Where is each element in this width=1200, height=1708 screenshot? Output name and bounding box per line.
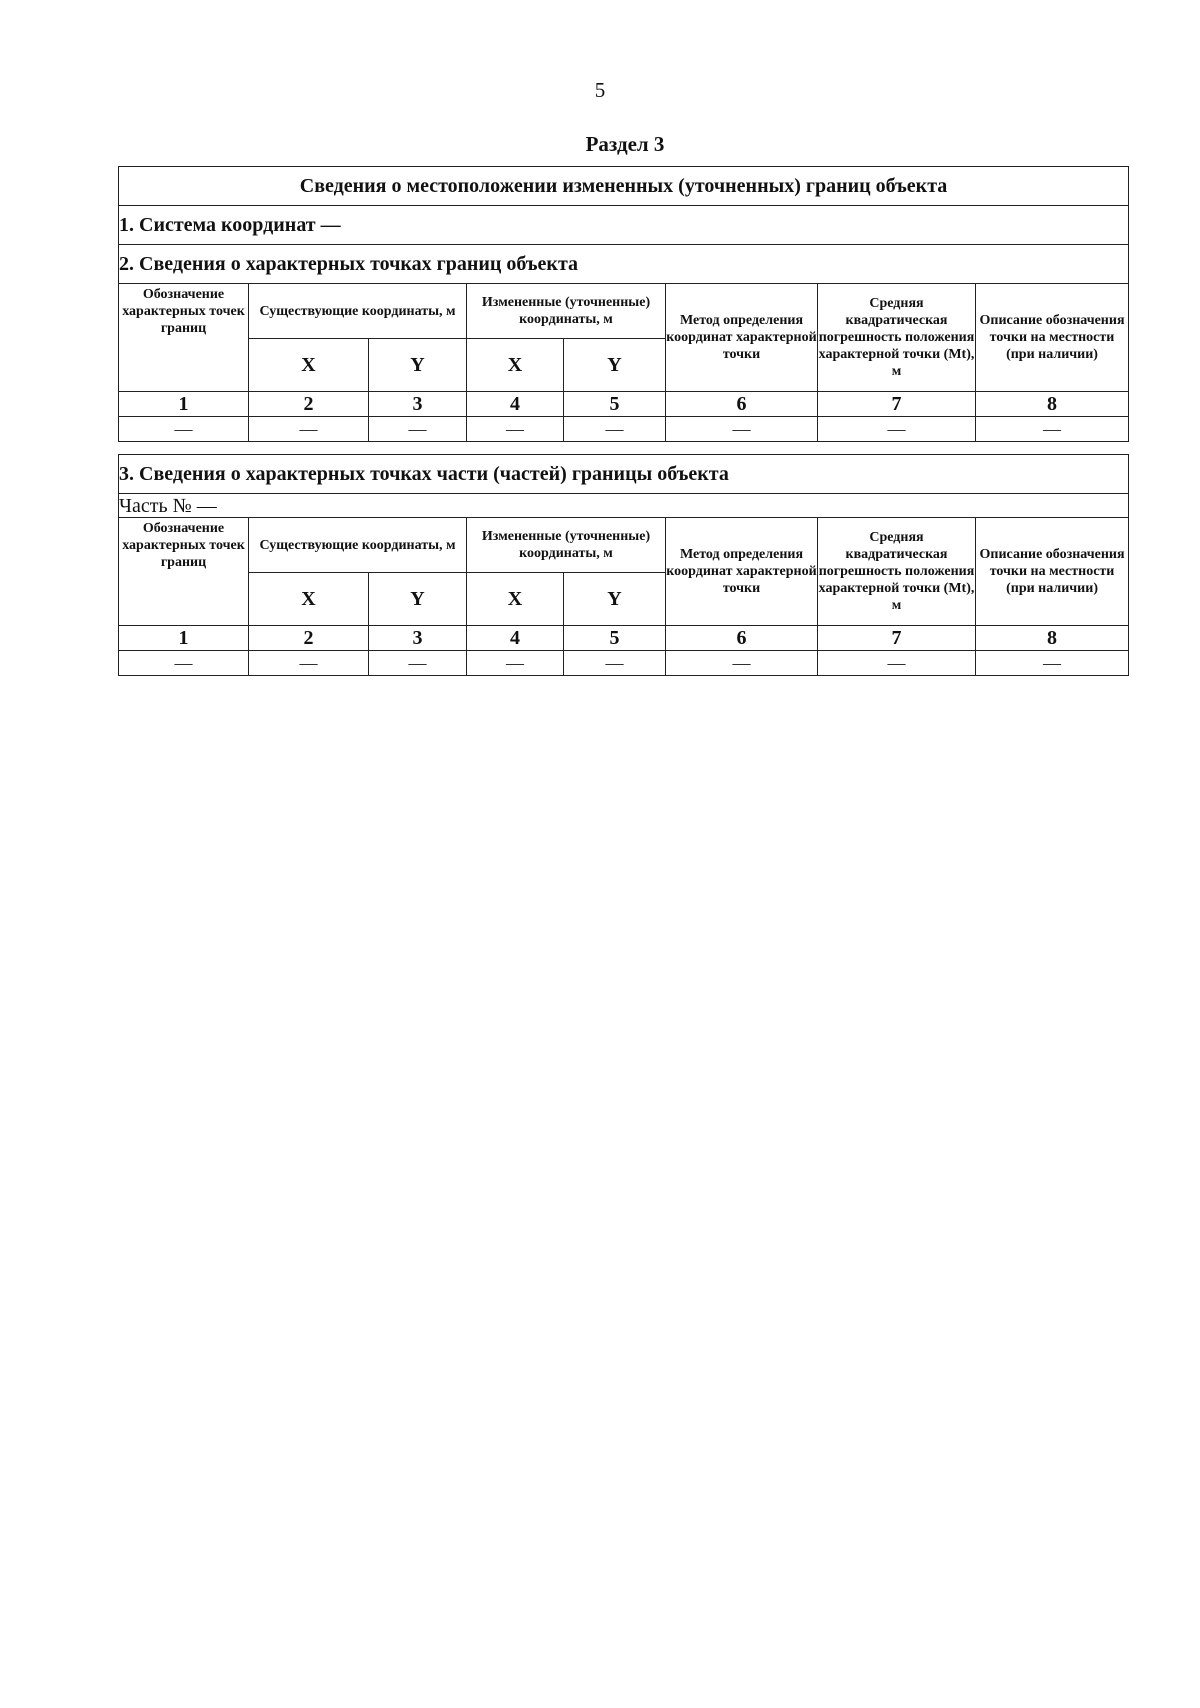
column-number: 8: [976, 392, 1129, 417]
header-description: Описание обозначения точки на местности (при наличии): [976, 284, 1129, 392]
column-number: 7: [818, 392, 976, 417]
header-mean-error: Средняя квадратическая погрешность положения характерной точки (Mt), м: [818, 518, 976, 626]
column-number: 2: [249, 392, 369, 417]
empty-cell-dash: —: [249, 417, 369, 442]
header-designation: Обозначение характерных точек границ: [119, 284, 249, 392]
header-changed-coords: Измененные (уточненные) координаты, м: [467, 284, 666, 339]
column-number: 7: [818, 626, 976, 651]
header-existing-coords: Существующие координаты, м: [249, 518, 467, 573]
empty-cell-dash: —: [818, 417, 976, 442]
header-changed-x: X: [467, 573, 564, 626]
header-changed-x: X: [467, 339, 564, 392]
header-changed-y: Y: [564, 339, 666, 392]
empty-cell-dash: —: [976, 417, 1129, 442]
empty-cell-dash: —: [467, 651, 564, 676]
column-number: 4: [467, 392, 564, 417]
empty-cell-dash: —: [369, 651, 467, 676]
header-existing-y: Y: [369, 573, 467, 626]
column-number: 5: [564, 392, 666, 417]
column-number: 3: [369, 626, 467, 651]
column-number: 1: [119, 626, 249, 651]
header-existing-coords: Существующие координаты, м: [249, 284, 467, 339]
empty-cell-dash: —: [976, 651, 1129, 676]
header-existing-x: X: [249, 339, 369, 392]
header-description: Описание обозначения точки на местности (при наличии): [976, 518, 1129, 626]
table-row: [119, 417, 1129, 442]
column-number: 6: [666, 626, 818, 651]
coord-system-line: 1. Система координат —: [119, 206, 1129, 245]
header-mean-error: Средняя квадратическая погрешность положения характерной точки (Mt), м: [818, 284, 976, 392]
column-number: 1: [119, 392, 249, 417]
table-row: [119, 651, 1129, 676]
header-existing-y: Y: [369, 339, 467, 392]
section-title: Раздел 3: [585, 132, 665, 156]
part-boundary-points-table: [118, 454, 1129, 676]
column-numbers-row: [119, 626, 1129, 651]
header-changed-coords: Измененные (уточненные) координаты, м: [467, 518, 666, 573]
column-number: 3: [369, 392, 467, 417]
column-number: 5: [564, 626, 666, 651]
section3-title: 3. Сведения о характерных точках части (частей) границы объекта: [119, 455, 1129, 494]
empty-cell-dash: —: [818, 651, 976, 676]
header-method: Метод определения координат характерной точки: [666, 284, 818, 392]
empty-cell-dash: —: [666, 651, 818, 676]
empty-cell-dash: —: [249, 651, 369, 676]
column-number: 6: [666, 392, 818, 417]
empty-cell-dash: —: [666, 417, 818, 442]
header-changed-y: Y: [564, 573, 666, 626]
empty-cell-dash: —: [564, 651, 666, 676]
column-number: 4: [467, 626, 564, 651]
header-method: Метод определения координат характерной точки: [666, 518, 818, 626]
column-numbers-row: [119, 392, 1129, 417]
table-title: Сведения о местоположении измененных (уточненных) границ объекта: [119, 167, 1129, 206]
column-number: 2: [249, 626, 369, 651]
empty-cell-dash: —: [369, 417, 467, 442]
part-label: Часть № —: [119, 494, 1129, 518]
column-number: 8: [976, 626, 1129, 651]
header-existing-x: X: [249, 573, 369, 626]
boundary-points-table: [118, 166, 1129, 442]
header-designation: Обозначение характерных точек границ: [119, 518, 249, 626]
empty-cell-dash: —: [564, 417, 666, 442]
section2-title: 2. Сведения о характерных точках границ объекта: [119, 245, 1129, 284]
empty-cell-dash: —: [467, 417, 564, 442]
page-number: 5: [594, 78, 606, 102]
empty-cell-dash: —: [119, 417, 249, 442]
empty-cell-dash: —: [119, 651, 249, 676]
